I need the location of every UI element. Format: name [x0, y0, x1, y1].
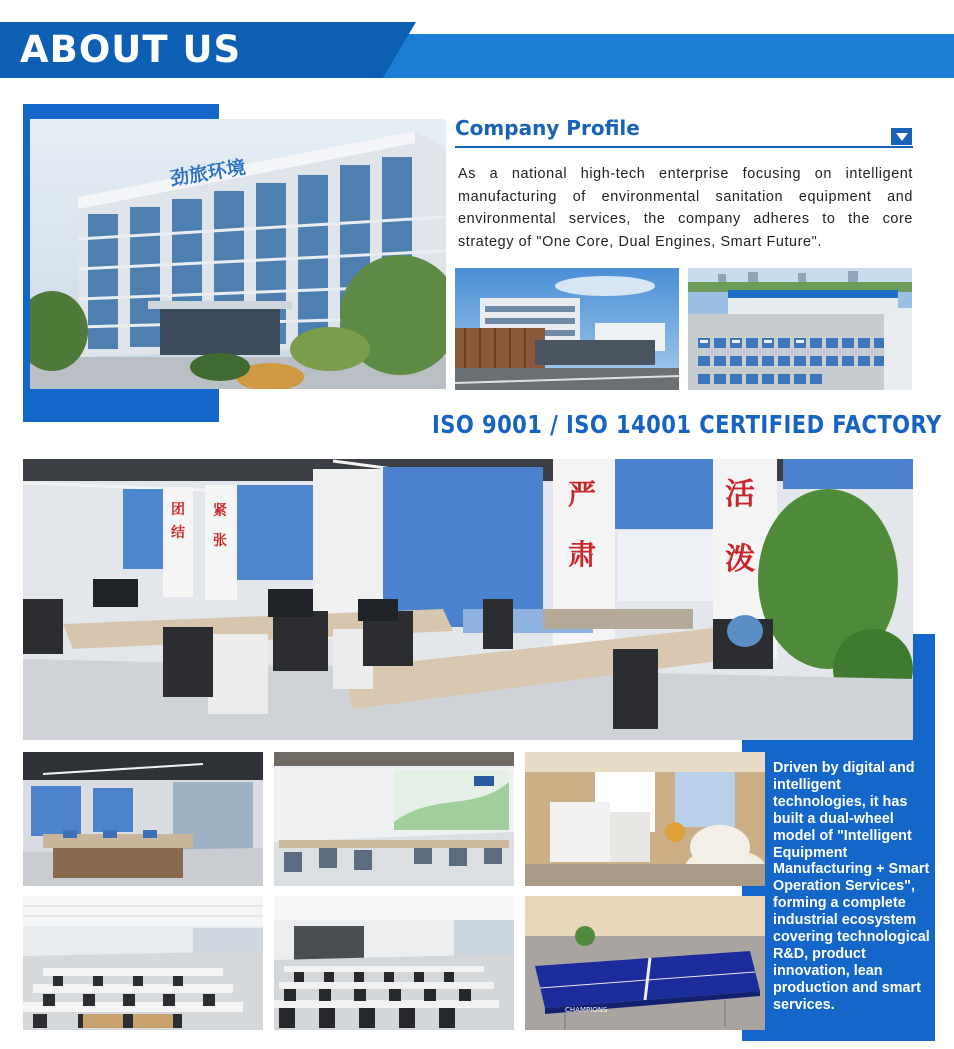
office-photo-2	[274, 752, 514, 886]
company-profile-text: As a national high-tech enterprise focusing on intelligent manufacturing of environmental sanitation equipment and environmental services, the company adheres to the core strategy of "One Core, Dual Engines, Smart Future".	[458, 166, 913, 251]
ecosystem-description: Driven by digital and intelligent technologies, it has built a dual-wheel model of "Intelligent Equipment Manufacturing + Smart Operation Services", forming a complete industrial ecosystem covering technological R&D, product innovation, lean production and smart services.	[773, 760, 930, 1013]
heading-underline	[455, 146, 913, 148]
training-room-photo-2	[274, 896, 514, 1030]
main-office-photo	[23, 459, 913, 740]
page-title: ABOUT US	[20, 28, 242, 71]
training-room-photo-1	[23, 896, 263, 1030]
table-tennis-photo	[525, 896, 765, 1030]
svg-text:张: 张	[213, 533, 227, 549]
svg-text:泼: 泼	[725, 542, 755, 577]
factory-aerial-photo	[688, 268, 912, 390]
dropdown-arrow-icon[interactable]	[891, 128, 912, 145]
svg-text:严: 严	[568, 478, 597, 511]
lounge-photo	[525, 752, 765, 886]
certification-headline: ISO 9001 / ISO 14001 CERTIFIED FACTORY	[432, 410, 942, 439]
company-profile-heading: Company Profile	[455, 116, 640, 140]
building-exterior-photo	[455, 268, 679, 390]
svg-text:结: 结	[171, 525, 185, 541]
svg-text:CHAMPIONS: CHAMPIONS	[565, 1006, 608, 1014]
svg-text:活: 活	[725, 477, 755, 512]
building-sign: 劲旅环境	[168, 156, 248, 191]
office-photo-1	[23, 752, 263, 886]
headquarters-photo	[30, 119, 446, 389]
svg-text:紧: 紧	[213, 503, 227, 519]
svg-text:团: 团	[171, 502, 185, 518]
svg-text:肃: 肃	[568, 538, 597, 571]
